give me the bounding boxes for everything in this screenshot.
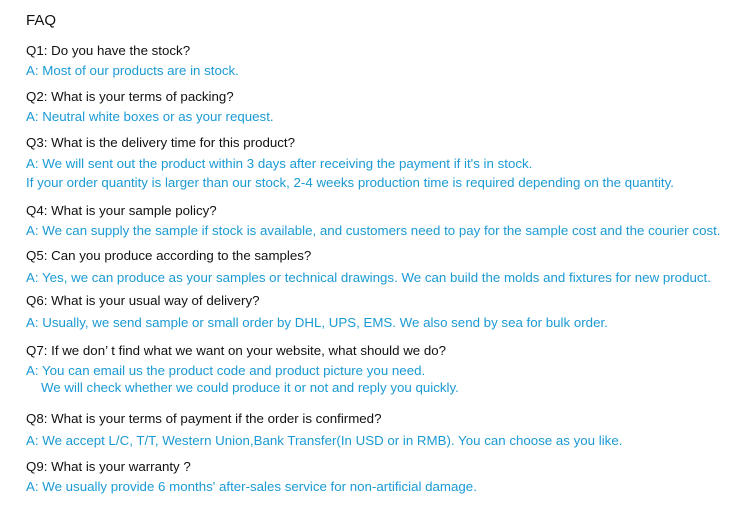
faq-item-4 bbox=[26, 202, 746, 239]
faq-item-9 bbox=[26, 458, 746, 495]
faq-question: Q5: Can you produce according to the samples? bbox=[26, 248, 312, 263]
faq-answer: A: Usually, we send sample or small order by DHL, UPS, EMS. We also send by sea for bulk order. bbox=[26, 315, 608, 330]
faq-answer: A: Most of our products are in stock. bbox=[26, 63, 239, 78]
faq-item-8 bbox=[26, 410, 746, 449]
faq-question: Q9: What is your warranty ? bbox=[26, 459, 191, 474]
faq-answer: A: We accept L/C, T/T, Western Union,Bank Transfer(In USD or in RMB). You can choose as you like. bbox=[26, 433, 623, 448]
faq-answer: A: You can email us the product code and product picture you need. bbox=[26, 363, 426, 378]
faq-question: Q7: If we don’ t find what we want on your website, what should we do? bbox=[26, 343, 447, 358]
faq-item-2 bbox=[26, 88, 746, 125]
faq-item-6 bbox=[26, 292, 746, 331]
faq-item-3 bbox=[26, 134, 746, 191]
faq-question: Q3: What is the delivery time for this product? bbox=[26, 135, 296, 150]
faq-item-1 bbox=[26, 42, 746, 79]
faq-answer: A: We usually provide 6 months' after-sales service for non-artificial damage. bbox=[26, 479, 477, 494]
faq-question: Q4: What is your sample policy? bbox=[26, 203, 217, 218]
page-title: FAQ bbox=[26, 12, 57, 29]
faq-answer: A: We will sent out the product within 3 days after receiving the payment if it's in stock. bbox=[26, 156, 533, 171]
faq-answer: A: Yes, we can produce as your samples or technical drawings. We can build the molds and fixtures for new product. bbox=[26, 270, 711, 285]
faq-question: Q1: Do you have the stock? bbox=[26, 43, 191, 58]
faq-answer: A: Neutral white boxes or as your request. bbox=[26, 109, 274, 124]
faq-item-5 bbox=[26, 247, 746, 286]
faq-answer-continued: We will check whether we could produce it or not and reply you quickly. bbox=[41, 380, 459, 395]
faq-question: Q6: What is your usual way of delivery? bbox=[26, 293, 260, 308]
faq-question: Q2: What is your terms of packing? bbox=[26, 89, 234, 104]
faq-question: Q8: What is your terms of payment if the order is confirmed? bbox=[26, 411, 382, 426]
faq-item-7 bbox=[26, 342, 746, 396]
faq-answer-continued: If your order quantity is larger than our stock, 2-4 weeks production time is required depending on the quantity. bbox=[26, 175, 674, 190]
faq-answer: A: We can supply the sample if stock is available, and customers need to pay for the sample cost and the courier cost. bbox=[26, 223, 721, 238]
